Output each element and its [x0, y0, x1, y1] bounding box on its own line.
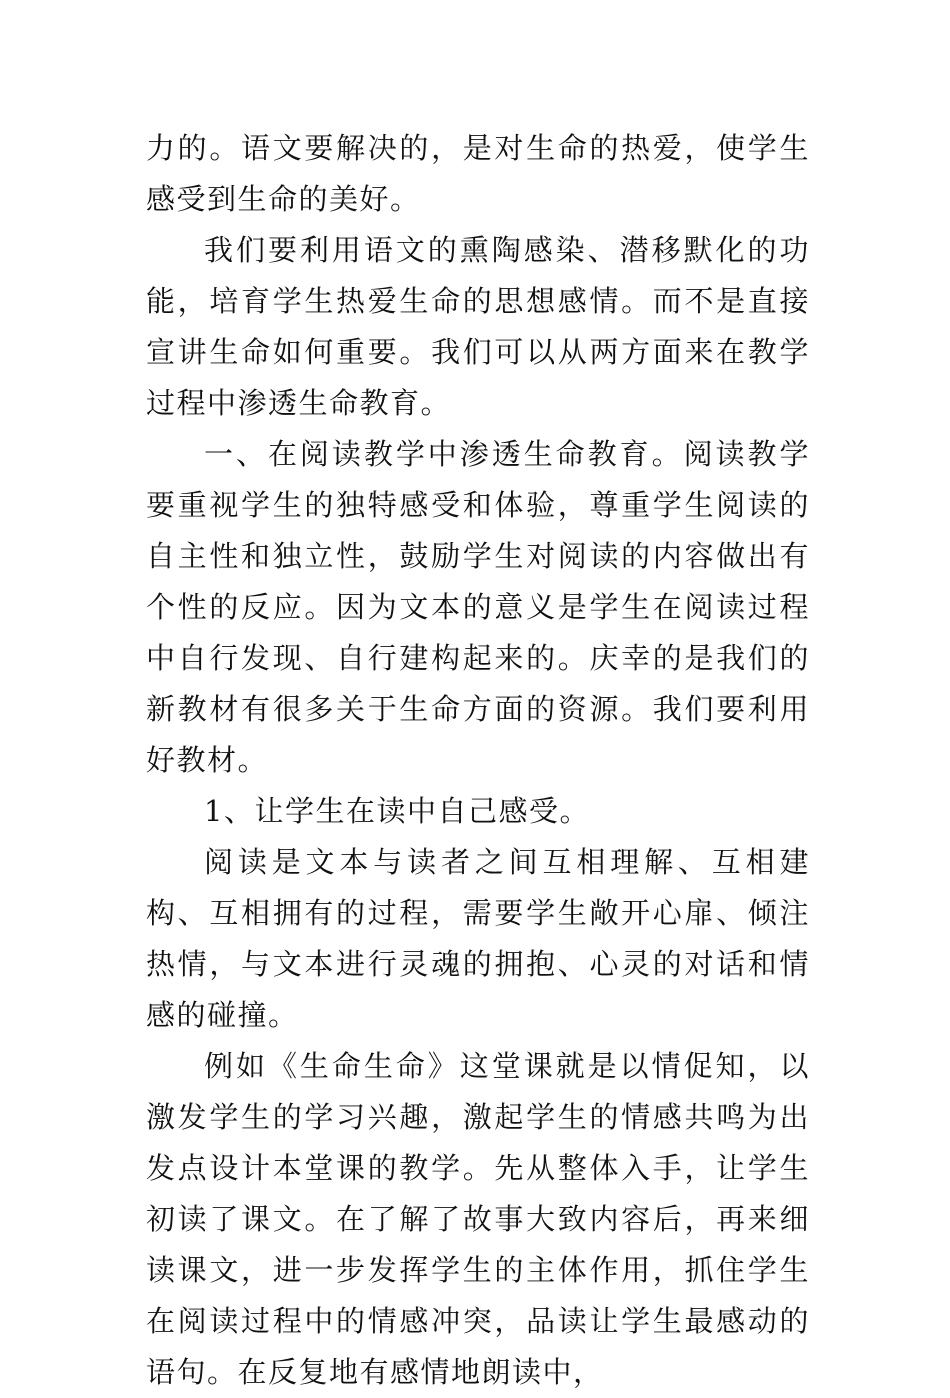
- paragraph-method-intro: 我们要利用语文的熏陶感染、潜移默化的功能，培育学生热爱生命的思想感情。而不是直接宣讲生命如何重要。我们可以从两方面来在教学过程中渗透生命教育。: [146, 233, 810, 420]
- paragraph-reading-definition: 阅读是文本与读者之间互相理解、互相建构、互相拥有的过程，需要学生敞开心扉、倾注热情，与文本进行灵魂的拥抱、心灵的对话和情感的碰撞。: [146, 845, 810, 1032]
- document-body: [146, 123, 810, 1398]
- paragraph-section-one: 一、在阅读教学中渗透生命教育。阅读教学要重视学生的独特感受和体验，尊重学生阅读的自主性和独立性，鼓励学生对阅读的内容做出有个性的反应。因为文本的意义是学生在阅读过程中自行发现、自行建构起来的。庆幸的是我们的新教材有很多关于生命方面的资源。我们要利用好教材。: [146, 437, 810, 777]
- paragraph-subheading-one: 1、让学生在读中自己感受。: [204, 794, 590, 828]
- paragraph-example: 例如《生命生命》这堂课就是以情促知，以激发学生的学习兴趣，激起学生的情感共鸣为出发点设计本堂课的教学。先从整体入手，让学生初读了课文。在了解了故事大致内容后，再来细读课文，进一步发挥学生的主体作用，抓住学生在阅读过程中的情感冲突，品读让学生最感动的语句。在反复地有感情地朗读中，: [146, 1049, 810, 1389]
- paragraph-continued: 力的。语文要解决的，是对生命的热爱，使学生感受到生命的美好。: [146, 131, 810, 216]
